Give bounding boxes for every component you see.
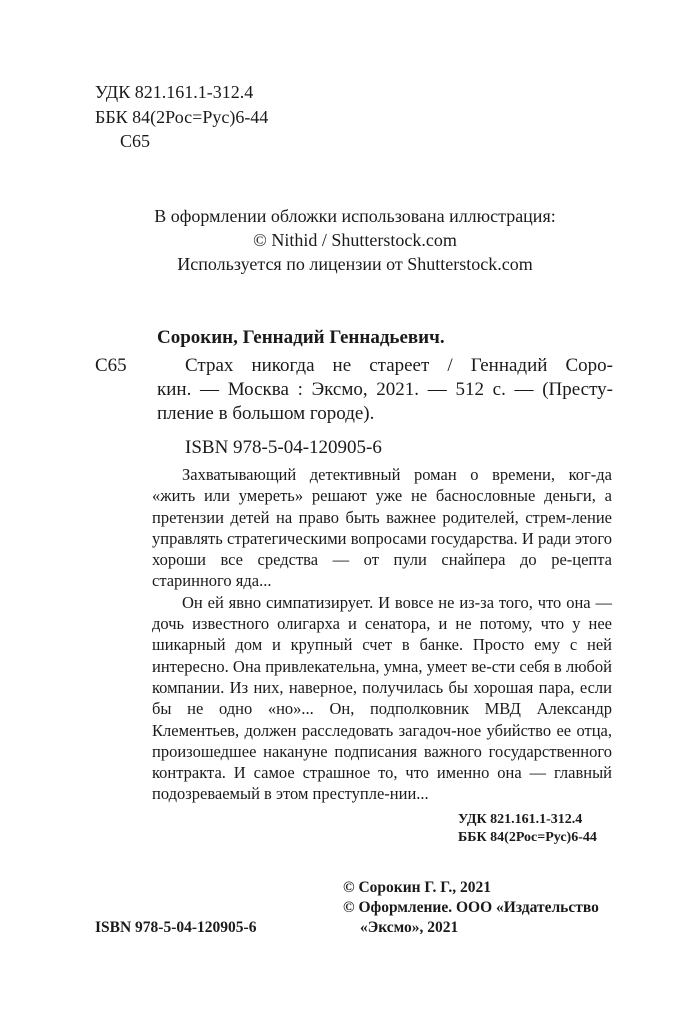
catalog-isbn: ISBN 978-5-04-120905-6 [185, 437, 382, 458]
copyright-design-line-1: © Оформление. ООО «Издательство [343, 899, 599, 916]
udk-code: УДК 821.161.1-312.4 [95, 82, 254, 102]
cover-credit-line-3: Используется по лицензии от Shutterstock.com [177, 254, 533, 274]
abstract-paragraph-2: Он ей явно симпатизирует. И вовсе не из-за того, что она — дочь известного олигарха и сенатора, и не потому, что у нее шикарный дом и крупный счет в банке. Просто ему с ней интересно. Она привлекательна, умна, умеет ве-сти себя в любой компании. Из них, наверное, получилась бы хорошая пара, если бы не одно «но»... Он, подполковник МВД Александр Клементьев, должен расследовать загадоч-ное убийство ее отца, произошедшее накануне подписания важного государственного контракта. И самое страшное то, что именно она — главный подозреваемый в этом преступле-нии... [152, 592, 612, 804]
abstract-paragraph-1: Захватывающий детективный роман о времени, ког-да «жить или умереть» решают уже не баснословные деньги, а претензии детей на право быть важнее родителей, стрем-ление управлять стратегическими вопросами государства. И ради этого хороши все средства — от пули снайпера до ре-цепта старинного яда... [152, 465, 612, 591]
catalog-line-3: пление в большом городе). [157, 403, 375, 424]
cover-credit [90, 204, 620, 276]
bottom-bbk-code: ББК 84(2Рос=Рус)6-44 [458, 830, 597, 845]
catalog-line-2: кин. — Москва : Эксмо, 2021. — 512 с. — (Престу- [157, 379, 613, 400]
cover-credit-line-2: © Nithid / Shutterstock.com [253, 230, 457, 250]
cover-credit-line-1: В оформлении обложки использована иллюстрация: [154, 206, 556, 226]
copyright-design-line-2: «Эксмо», 2021 [360, 919, 459, 936]
author-sign: С65 [120, 131, 151, 151]
catalog-line-1: Страх никогда не стареет / Геннадий Соро- [185, 355, 613, 376]
copyright-author: © Сорокин Г. Г., 2021 [343, 879, 492, 896]
catalog-sign: С65 [95, 355, 127, 376]
abstract [152, 464, 612, 805]
bbk-code: ББК 84(2Рос=Рус)6-44 [95, 107, 269, 127]
catalog-author: Сорокин, Геннадий Геннадьевич. [157, 327, 445, 348]
bottom-udk-code: УДК 821.161.1-312.4 [458, 812, 583, 827]
footer-isbn: ISBN 978-5-04-120905-6 [95, 919, 257, 936]
